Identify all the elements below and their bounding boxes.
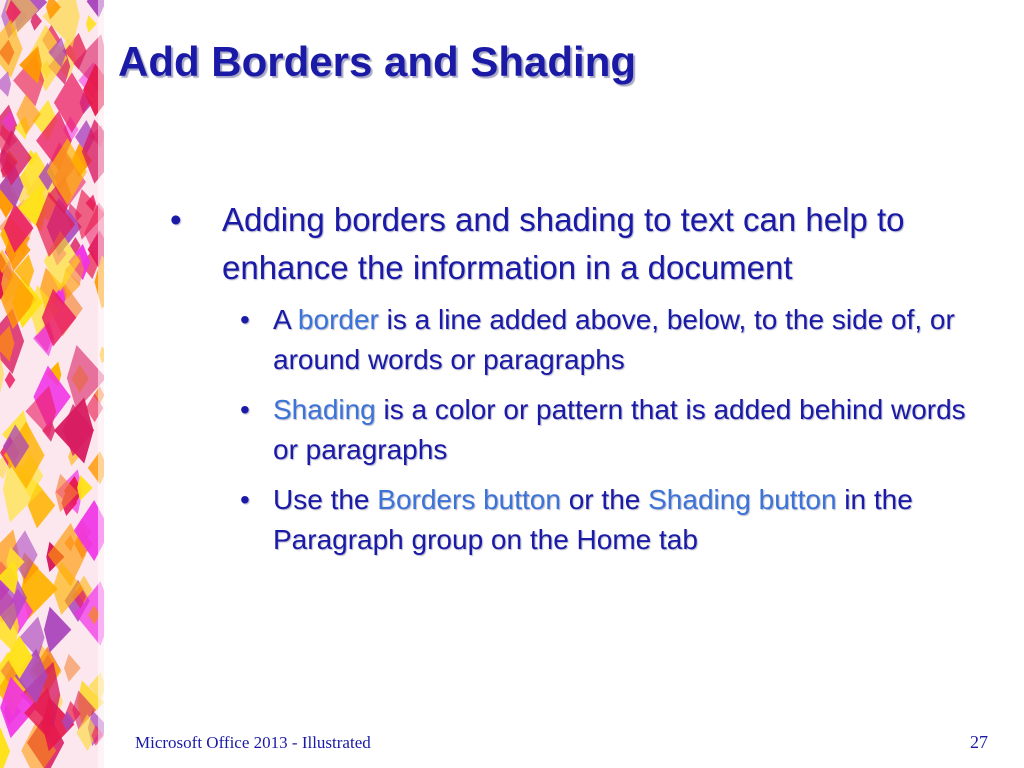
term-shading: Shading — [273, 394, 376, 425]
decorative-color-strip — [0, 0, 104, 768]
bullet-icon: • — [240, 484, 250, 515]
main-bullet — [160, 196, 980, 292]
bullet-icon: • — [240, 304, 250, 335]
sub-bullet-border — [160, 300, 980, 380]
slide-title: Add Borders and Shading — [118, 38, 637, 85]
sub-bullet-list — [160, 300, 980, 560]
sub-bullet-text-before: A — [273, 304, 298, 335]
sub-bullet-text-after: in the Paragraph group on the Home tab — [273, 484, 913, 555]
footer-course-title: Microsoft Office 2013 - Illustrated — [135, 733, 371, 752]
term-border: border — [297, 304, 379, 335]
bullet-icon: • — [240, 394, 250, 425]
sub-bullet-buttons — [160, 480, 980, 560]
slide-body — [160, 196, 980, 570]
sub-bullet-text-before: Use the — [273, 484, 378, 515]
sub-bullet-shading — [160, 390, 980, 470]
bullet-icon: • — [170, 201, 182, 238]
sub-bullet-text-after: is a color or pattern that is added behind words or paragraphs — [273, 394, 966, 465]
main-bullet-text: Adding borders and shading to text can help to enhance the information in a document — [222, 201, 905, 286]
slide-number: 27 — [970, 732, 988, 752]
sub-bullet-text-after: is a line added above, below, to the side of, or around words or paragraphs — [273, 304, 955, 375]
term-shading-button: Shading button — [648, 484, 837, 515]
sub-bullet-text-middle: or the — [560, 484, 649, 515]
term-borders-button: Borders button — [377, 484, 561, 515]
